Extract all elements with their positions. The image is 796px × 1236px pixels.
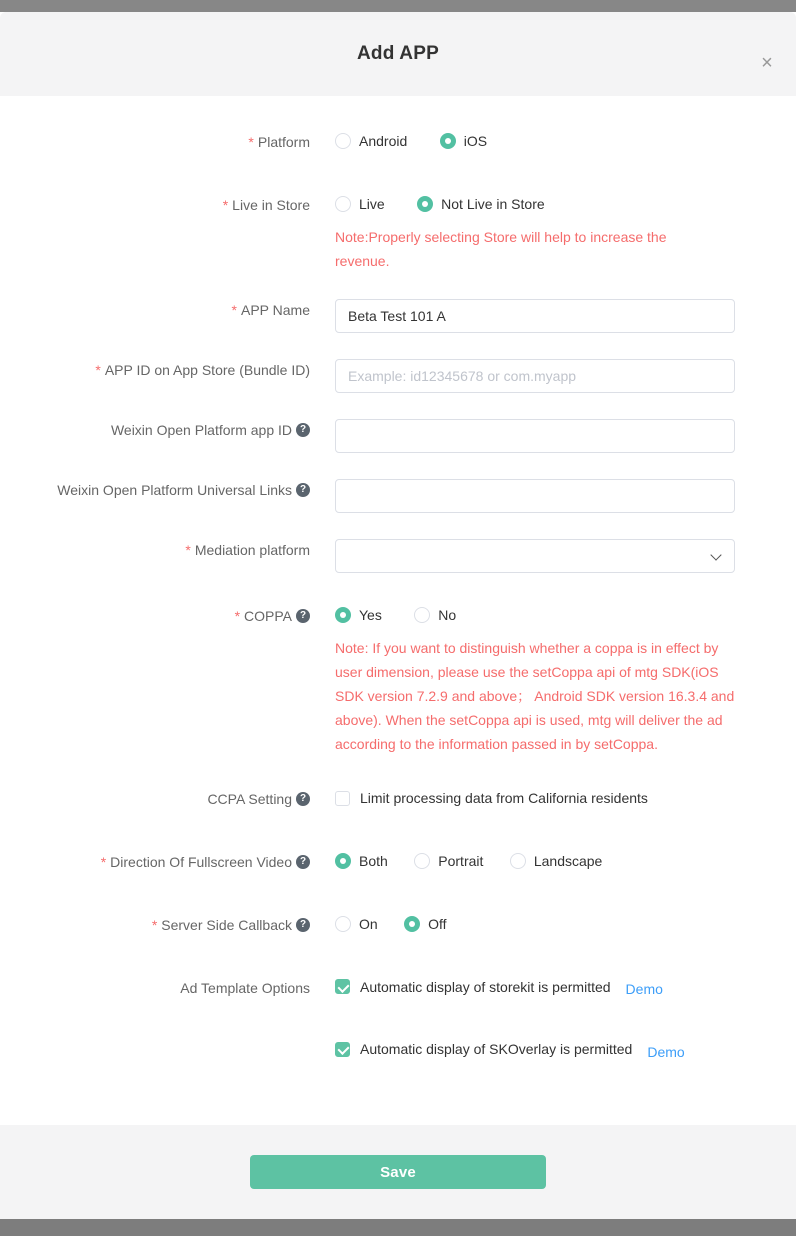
chevron-down-icon xyxy=(710,549,721,560)
storekit-demo-link[interactable]: Demo xyxy=(625,981,663,997)
server-side-callback-options xyxy=(335,914,735,937)
help-icon[interactable]: ? xyxy=(296,609,310,623)
live-in-store-options xyxy=(335,194,735,273)
radio-portrait[interactable]: Portrait xyxy=(414,851,483,871)
storekit-checkbox[interactable]: Automatic display of storekit is permitted xyxy=(335,977,611,997)
help-icon[interactable]: ? xyxy=(296,918,310,932)
field-label-mediation-platform: * Mediation platform xyxy=(185,542,310,558)
live-in-store-note: Note:Properly selecting Store will help to increase the revenue. xyxy=(335,229,667,269)
weixin-universal-links-input[interactable] xyxy=(335,479,735,513)
form-row-mediation-platform xyxy=(0,539,796,573)
field-label-bundle-id: * APP ID on App Store (Bundle ID) xyxy=(95,362,310,378)
required-asterisk: * xyxy=(234,608,241,624)
radio-coppa-no[interactable]: No xyxy=(414,605,456,625)
radio-icon xyxy=(414,607,430,623)
help-icon[interactable]: ? xyxy=(296,483,310,497)
radio-icon xyxy=(440,133,456,149)
radio-landscape[interactable]: Landscape xyxy=(510,851,603,871)
modal-header xyxy=(0,12,796,96)
platform-options xyxy=(335,131,735,154)
radio-coppa-yes[interactable]: Yes xyxy=(335,605,382,625)
required-asterisk: * xyxy=(231,302,237,318)
weixin-app-id-input[interactable] xyxy=(335,419,735,453)
app-name-input[interactable] xyxy=(335,299,735,333)
coppa-options xyxy=(335,605,735,756)
field-label-ccpa: CCPA Setting ? xyxy=(0,788,310,809)
form-row-app-name xyxy=(0,299,796,333)
form-row-server-side-callback xyxy=(0,914,796,937)
form-row-weixin-app-id xyxy=(0,419,796,453)
field-label-server-side-callback: * Server Side Callback ? xyxy=(0,914,310,935)
required-asterisk: * xyxy=(151,916,158,933)
radio-live[interactable]: Live xyxy=(335,194,385,214)
radio-icon xyxy=(335,196,351,212)
field-label-platform: * Platform xyxy=(248,134,310,150)
checkbox-icon xyxy=(335,979,350,994)
modal-title: Add APP xyxy=(357,43,439,64)
form-row-live-in-store xyxy=(0,194,796,273)
radio-icon xyxy=(335,133,351,149)
modal-body xyxy=(0,96,796,1125)
radio-icon xyxy=(510,853,526,869)
radio-icon xyxy=(417,196,433,212)
form-row-bundle-id xyxy=(0,359,796,393)
radio-icon xyxy=(335,607,351,623)
radio-android[interactable]: Android xyxy=(335,131,407,151)
field-label-direction: * Direction Of Fullscreen Video ? xyxy=(0,851,310,872)
form-row-coppa xyxy=(0,605,796,756)
ad-template-options-list xyxy=(335,977,735,1062)
checkbox-icon xyxy=(335,791,350,806)
close-icon[interactable]: × xyxy=(761,51,773,74)
field-label-ad-template-options: Ad Template Options xyxy=(180,979,310,996)
checkbox-icon xyxy=(335,1042,350,1057)
mediation-platform-select[interactable] xyxy=(335,539,735,573)
skoverlay-checkbox[interactable]: Automatic display of SKOverlay is permitted xyxy=(335,1039,632,1059)
help-icon[interactable]: ? xyxy=(296,792,310,806)
modal-footer xyxy=(0,1125,796,1219)
radio-not-live-in-store[interactable]: Not Live in Store xyxy=(417,194,545,214)
background-top-strip xyxy=(0,0,796,12)
radio-icon xyxy=(404,916,420,932)
radio-off[interactable]: Off xyxy=(404,914,446,934)
field-label-weixin-app-id: Weixin Open Platform app ID ? xyxy=(0,419,310,440)
help-icon[interactable]: ? xyxy=(296,855,310,869)
form-row-weixin-universal-links xyxy=(0,479,796,513)
required-asterisk: * xyxy=(248,134,254,150)
field-label-weixin-universal-links: Weixin Open Platform Universal Links ? xyxy=(0,479,310,500)
ccpa-checkbox[interactable]: Limit processing data from California residents xyxy=(335,788,648,808)
field-label-app-name: * APP Name xyxy=(231,302,310,318)
radio-icon xyxy=(335,916,351,932)
radio-on[interactable]: On xyxy=(335,914,378,934)
radio-ios[interactable]: iOS xyxy=(440,131,487,151)
radio-both[interactable]: Both xyxy=(335,851,388,871)
form-row-platform xyxy=(0,131,796,154)
background-bottom-strip xyxy=(0,1219,796,1236)
radio-icon xyxy=(335,853,351,869)
required-asterisk: * xyxy=(95,362,101,378)
field-label-coppa: * COPPA ? xyxy=(0,605,310,626)
field-label-live-in-store: * Live in Store xyxy=(222,197,310,213)
required-asterisk: * xyxy=(100,853,107,870)
bundle-id-input[interactable] xyxy=(335,359,735,393)
direction-options xyxy=(335,851,735,874)
coppa-note: Note: If you want to distinguish whether a coppa is in effect by user dimension, please use the setCoppa api of mtg SDK(iOS SDK version 7.2.9 and above； Android SDK version 16.3.4 and above). When the setCoppa api is used, mtg will deliver the ad according to the information passed in by setCoppa. xyxy=(335,640,735,752)
form-row-direction xyxy=(0,851,796,874)
save-button[interactable]: Save xyxy=(250,1155,546,1189)
skoverlay-demo-link[interactable]: Demo xyxy=(647,1043,685,1060)
required-asterisk: * xyxy=(185,542,191,558)
form-row-ccpa xyxy=(0,788,796,811)
form-row-ad-template-options xyxy=(0,977,796,1062)
radio-icon xyxy=(414,853,430,869)
help-icon[interactable]: ? xyxy=(296,423,310,437)
required-asterisk: * xyxy=(222,197,229,213)
